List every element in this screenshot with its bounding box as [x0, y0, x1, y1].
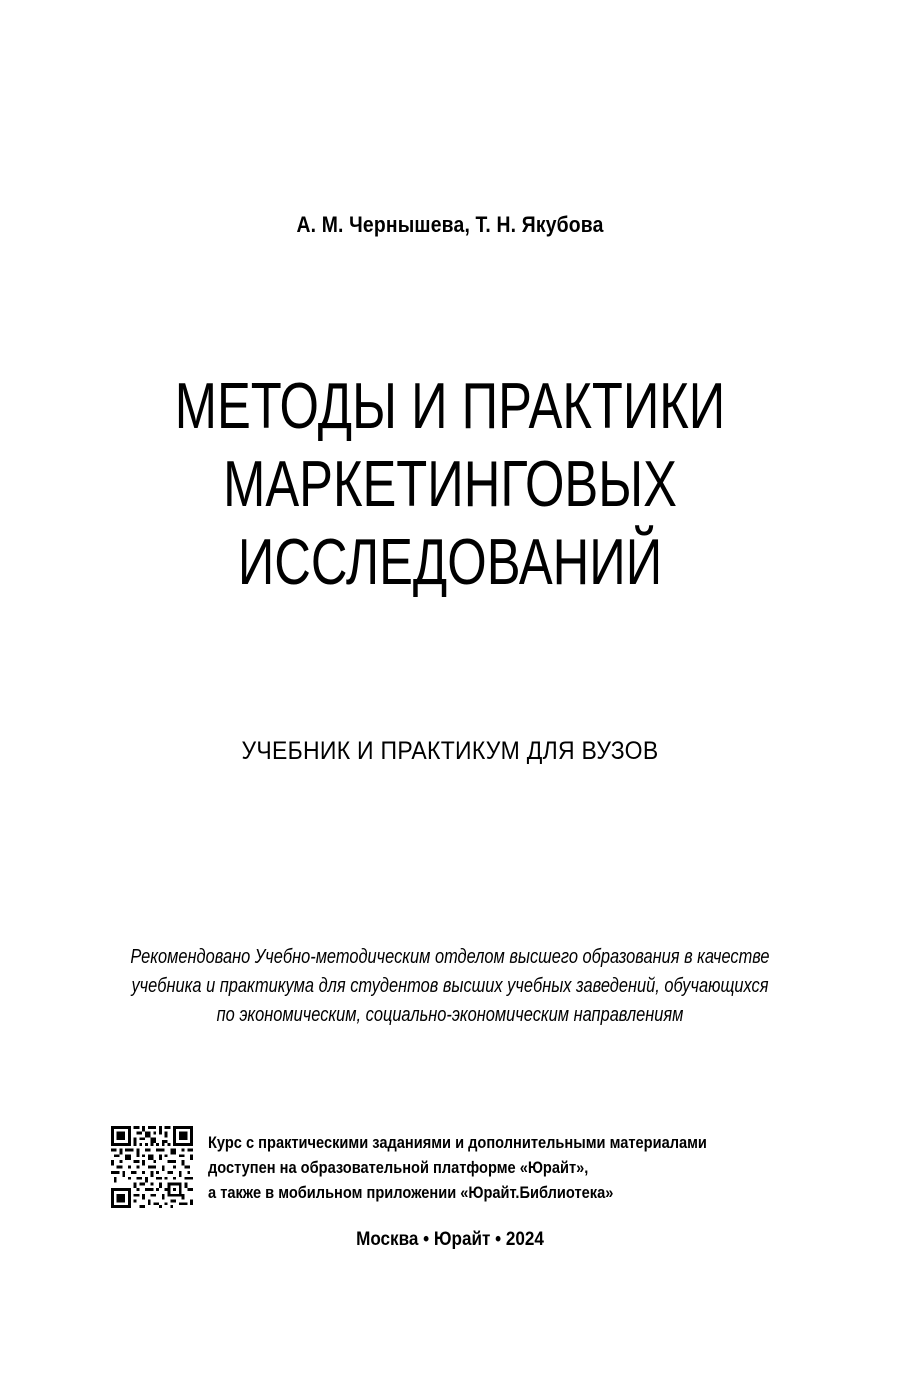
book-title — [99, 367, 801, 601]
qr-code-icon[interactable] — [111, 1126, 193, 1208]
course-info — [208, 1130, 707, 1205]
recommendation-line-3: по экономическим, социально-экономическим направлениям — [216, 1004, 684, 1026]
title-line-3: ИССЛЕДОВАНИЙ — [237, 525, 663, 598]
book-subtitle: УЧЕБНИК И ПРАКТИКУМ ДЛЯ ВУЗОВ — [241, 737, 659, 765]
publisher-imprint: Москва • Юрайт • 2024 — [356, 1229, 544, 1250]
recommendation-line-1: Рекомендовано Учебно-методическим отделом высшего образования в качестве — [130, 946, 770, 968]
course-line-2: доступен на образовательной платформе «Юрайт», — [208, 1158, 589, 1177]
title-line-2: МАРКЕТИНГОВЫХ — [223, 447, 677, 520]
course-line-3: а также в мобильном приложении «Юрайт.Библиотека» — [208, 1183, 614, 1202]
authors: А. М. Чернышева, Т. Н. Якубова — [296, 212, 604, 237]
recommendation-text — [81, 943, 819, 1030]
title-line-1: МЕТОДЫ И ПРАКТИКИ — [174, 369, 726, 442]
course-line-1: Курс с практическими заданиями и дополнительными материалами — [208, 1133, 707, 1152]
recommendation-line-2: учебника и практикума для студентов высших учебных заведений, обучающихся — [131, 975, 769, 997]
